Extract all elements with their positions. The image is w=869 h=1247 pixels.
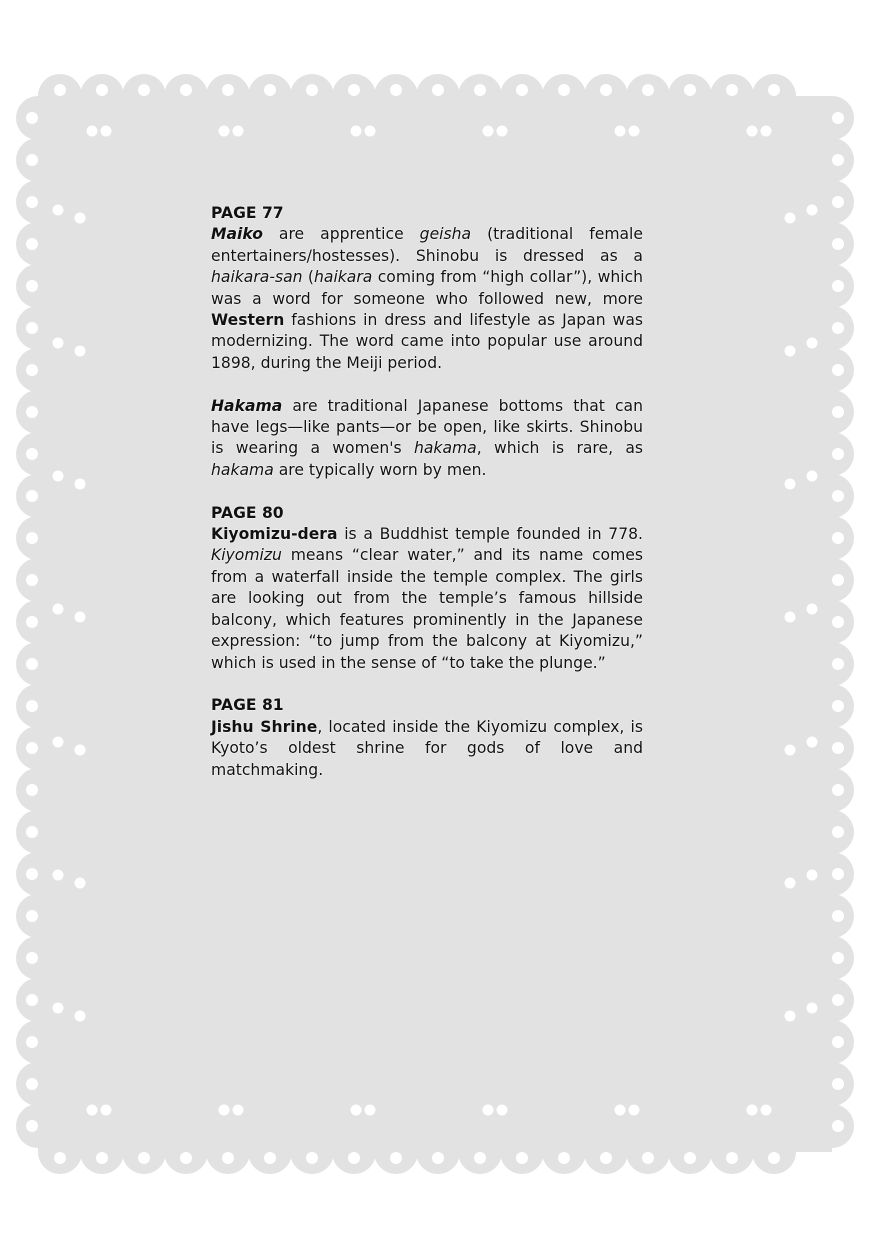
eyelet-hole [785, 1011, 796, 1022]
eyelet-hole [26, 994, 38, 1006]
eyelet-hole [75, 346, 86, 357]
note-text: coming from “high collar”), which was a word for someone who followed new, more [211, 268, 644, 308]
page-heading: PAGE 77 [211, 204, 284, 222]
eyelet-hole [807, 870, 818, 881]
eyelet-hole [600, 1152, 612, 1164]
eyelet-hole [684, 84, 696, 96]
eyelet-hole [642, 1152, 654, 1164]
eyelet-hole [351, 126, 362, 137]
eyelet-hole [75, 479, 86, 490]
eyelet-hole [26, 490, 38, 502]
eyelet-hole [785, 479, 796, 490]
note-text: are traditional Japanese bottoms that can have legs—like pants—or be open, like skirts. Shinobu is wearing a women's [211, 396, 643, 458]
eyelet-hole [761, 1105, 772, 1116]
eyelet-hole [53, 737, 64, 748]
eyelet-hole [807, 338, 818, 349]
eyelet-hole [747, 1105, 758, 1116]
term: Hakama [211, 396, 283, 415]
eyelet-hole [785, 612, 796, 623]
italic-term: Kiyomizu [211, 546, 282, 565]
eyelet-hole [832, 784, 844, 796]
eyelet-hole [26, 952, 38, 964]
eyelet-hole [558, 1152, 570, 1164]
eyelet-hole [26, 616, 38, 628]
eyelet-hole [516, 84, 528, 96]
eyelet-hole [768, 84, 780, 96]
eyelet-hole [832, 448, 844, 460]
eyelet-hole [87, 1105, 98, 1116]
eyelet-hole [138, 1152, 150, 1164]
eyelet-hole [138, 84, 150, 96]
eyelet-hole [785, 213, 796, 224]
note-text: is a Buddhist temple founded in 778. [337, 525, 643, 544]
eyelet-hole [432, 1152, 444, 1164]
eyelet-hole [832, 364, 844, 376]
eyelet-hole [26, 196, 38, 208]
italic-term: hakama [413, 439, 477, 458]
term: Jishu Shrine [211, 717, 318, 736]
eyelet-hole [785, 745, 796, 756]
eyelet-hole [600, 84, 612, 96]
eyelet-hole [807, 1003, 818, 1014]
eyelet-hole [832, 1120, 844, 1132]
eyelet-hole [832, 826, 844, 838]
eyelet-hole [785, 878, 796, 889]
eyelet-hole [233, 126, 244, 137]
eyelet-hole [53, 205, 64, 216]
eyelet-hole [75, 745, 86, 756]
eyelet-hole [832, 238, 844, 250]
eyelet-hole [26, 322, 38, 334]
eyelet-hole [832, 952, 844, 964]
term: Kiyomizu-dera [211, 525, 338, 544]
eyelet-hole [75, 213, 86, 224]
eyelet-hole [642, 84, 654, 96]
eyelet-hole [807, 604, 818, 615]
eyelet-hole [264, 1152, 276, 1164]
note-paragraph [211, 524, 643, 674]
eyelet-hole [348, 84, 360, 96]
eyelet-hole [768, 1152, 780, 1164]
eyelet-hole [832, 1078, 844, 1090]
eyelet-hole [26, 112, 38, 124]
eyelet-hole [832, 574, 844, 586]
eyelet-hole [629, 1105, 640, 1116]
note-text: fashions in dress and lifestyle as Japan was modernizing. The word came into popular use around 1898, during the Meiji period. [211, 311, 643, 372]
eyelet-hole [26, 658, 38, 670]
page-heading: PAGE 80 [211, 503, 284, 522]
eyelet-hole [832, 1036, 844, 1048]
eyelet-hole [26, 700, 38, 712]
note-text: are apprentice [262, 225, 420, 244]
eyelet-hole [348, 1152, 360, 1164]
eyelet-hole [54, 1152, 66, 1164]
eyelet-hole [26, 910, 38, 922]
eyelet-hole [390, 84, 402, 96]
eyelet-hole [832, 112, 844, 124]
eyelet-hole [832, 910, 844, 922]
eyelet-hole [726, 1152, 738, 1164]
italic-term: hakama [211, 460, 274, 479]
eyelet-hole [474, 84, 486, 96]
eyelet-hole [832, 154, 844, 166]
eyelet-hole [26, 784, 38, 796]
eyelet-hole [615, 1105, 626, 1116]
eyelet-hole [233, 1105, 244, 1116]
eyelet-hole [26, 364, 38, 376]
eyelet-hole [747, 126, 758, 137]
eyelet-hole [807, 205, 818, 216]
eyelet-hole [483, 1105, 494, 1116]
eyelet-hole [26, 1078, 38, 1090]
eyelet-hole [516, 1152, 528, 1164]
eyelet-hole [180, 84, 192, 96]
eyelet-hole [483, 126, 494, 137]
eyelet-hole [26, 406, 38, 418]
note-text: , located inside the Kiyomizu complex, is Kyoto’s oldest shrine for gods of love and matchmaking. [211, 717, 643, 779]
eyelet-hole [222, 84, 234, 96]
eyelet-hole [26, 742, 38, 754]
eyelet-hole [26, 532, 38, 544]
eyelet-hole [26, 868, 38, 880]
italic-term: geisha [419, 225, 472, 244]
eyelet-hole [26, 826, 38, 838]
eyelet-hole [26, 154, 38, 166]
eyelet-hole [432, 84, 444, 96]
eyelet-hole [75, 1011, 86, 1022]
italic-term: haikara-san [211, 268, 303, 287]
eyelet-hole [832, 196, 844, 208]
term: Maiko [211, 225, 263, 244]
page-heading: PAGE 81 [211, 696, 284, 715]
eyelet-hole [684, 1152, 696, 1164]
eyelet-hole [832, 406, 844, 418]
eyelet-hole [75, 878, 86, 889]
eyelet-hole [832, 868, 844, 880]
eyelet-hole [615, 126, 626, 137]
eyelet-hole [306, 84, 318, 96]
eyelet-hole [832, 322, 844, 334]
eyelet-hole [558, 84, 570, 96]
note-text: are typically worn by men. [273, 460, 487, 479]
eyelet-hole [761, 126, 772, 137]
eyelet-hole [87, 126, 98, 137]
eyelet-hole [497, 126, 508, 137]
eyelet-hole [306, 1152, 318, 1164]
eyelet-hole [219, 1105, 230, 1116]
eyelet-hole [832, 532, 844, 544]
italic-term: haikara [314, 268, 373, 287]
eyelet-hole [726, 84, 738, 96]
eyelet-hole [96, 1152, 108, 1164]
eyelet-hole [497, 1105, 508, 1116]
note-text: means “clear water,” and its name comes from a waterfall inside the temple complex. The girls are looking out from the temple’s famous hillside balcony, which features prominently in the Japanese expression: “to jump from the balcony at Kiyomizu,” which is used in the sense of “to take the plunge.” [211, 546, 643, 672]
eyelet-hole [264, 84, 276, 96]
eyelet-hole [219, 126, 230, 137]
eyelet-hole [26, 238, 38, 250]
eyelet-hole [832, 700, 844, 712]
note-paragraph [211, 224, 643, 374]
note-text: ( [302, 268, 314, 287]
eyelet-hole [53, 471, 64, 482]
eyelet-hole [832, 658, 844, 670]
eyelet-hole [26, 1036, 38, 1048]
eyelet-hole [474, 1152, 486, 1164]
eyelet-hole [53, 338, 64, 349]
term: Western [211, 311, 285, 330]
eyelet-hole [629, 126, 640, 137]
eyelet-hole [180, 1152, 192, 1164]
eyelet-hole [807, 737, 818, 748]
eyelet-hole [832, 490, 844, 502]
eyelet-hole [832, 280, 844, 292]
eyelet-hole [365, 126, 376, 137]
eyelet-hole [101, 126, 112, 137]
eyelet-hole [365, 1105, 376, 1116]
eyelet-hole [832, 742, 844, 754]
note-paragraph [211, 717, 643, 781]
eyelet-hole [390, 1152, 402, 1164]
eyelet-hole [222, 1152, 234, 1164]
translation-notes [211, 203, 643, 802]
eyelet-hole [785, 346, 796, 357]
eyelet-hole [101, 1105, 112, 1116]
note-text: (traditional female entertainers/hostesses). Shinobu is dressed as a [211, 225, 643, 265]
eyelet-hole [832, 616, 844, 628]
eyelet-hole [53, 1003, 64, 1014]
eyelet-hole [53, 604, 64, 615]
note-paragraph [211, 396, 643, 482]
eyelet-hole [26, 280, 38, 292]
eyelet-hole [53, 870, 64, 881]
eyelet-hole [26, 448, 38, 460]
eyelet-hole [54, 84, 66, 96]
eyelet-hole [832, 994, 844, 1006]
eyelet-hole [26, 574, 38, 586]
note-text: , which is rare, as [476, 439, 644, 458]
eyelet-hole [26, 1120, 38, 1132]
eyelet-hole [96, 84, 108, 96]
eyelet-hole [807, 471, 818, 482]
eyelet-hole [75, 612, 86, 623]
eyelet-hole [351, 1105, 362, 1116]
